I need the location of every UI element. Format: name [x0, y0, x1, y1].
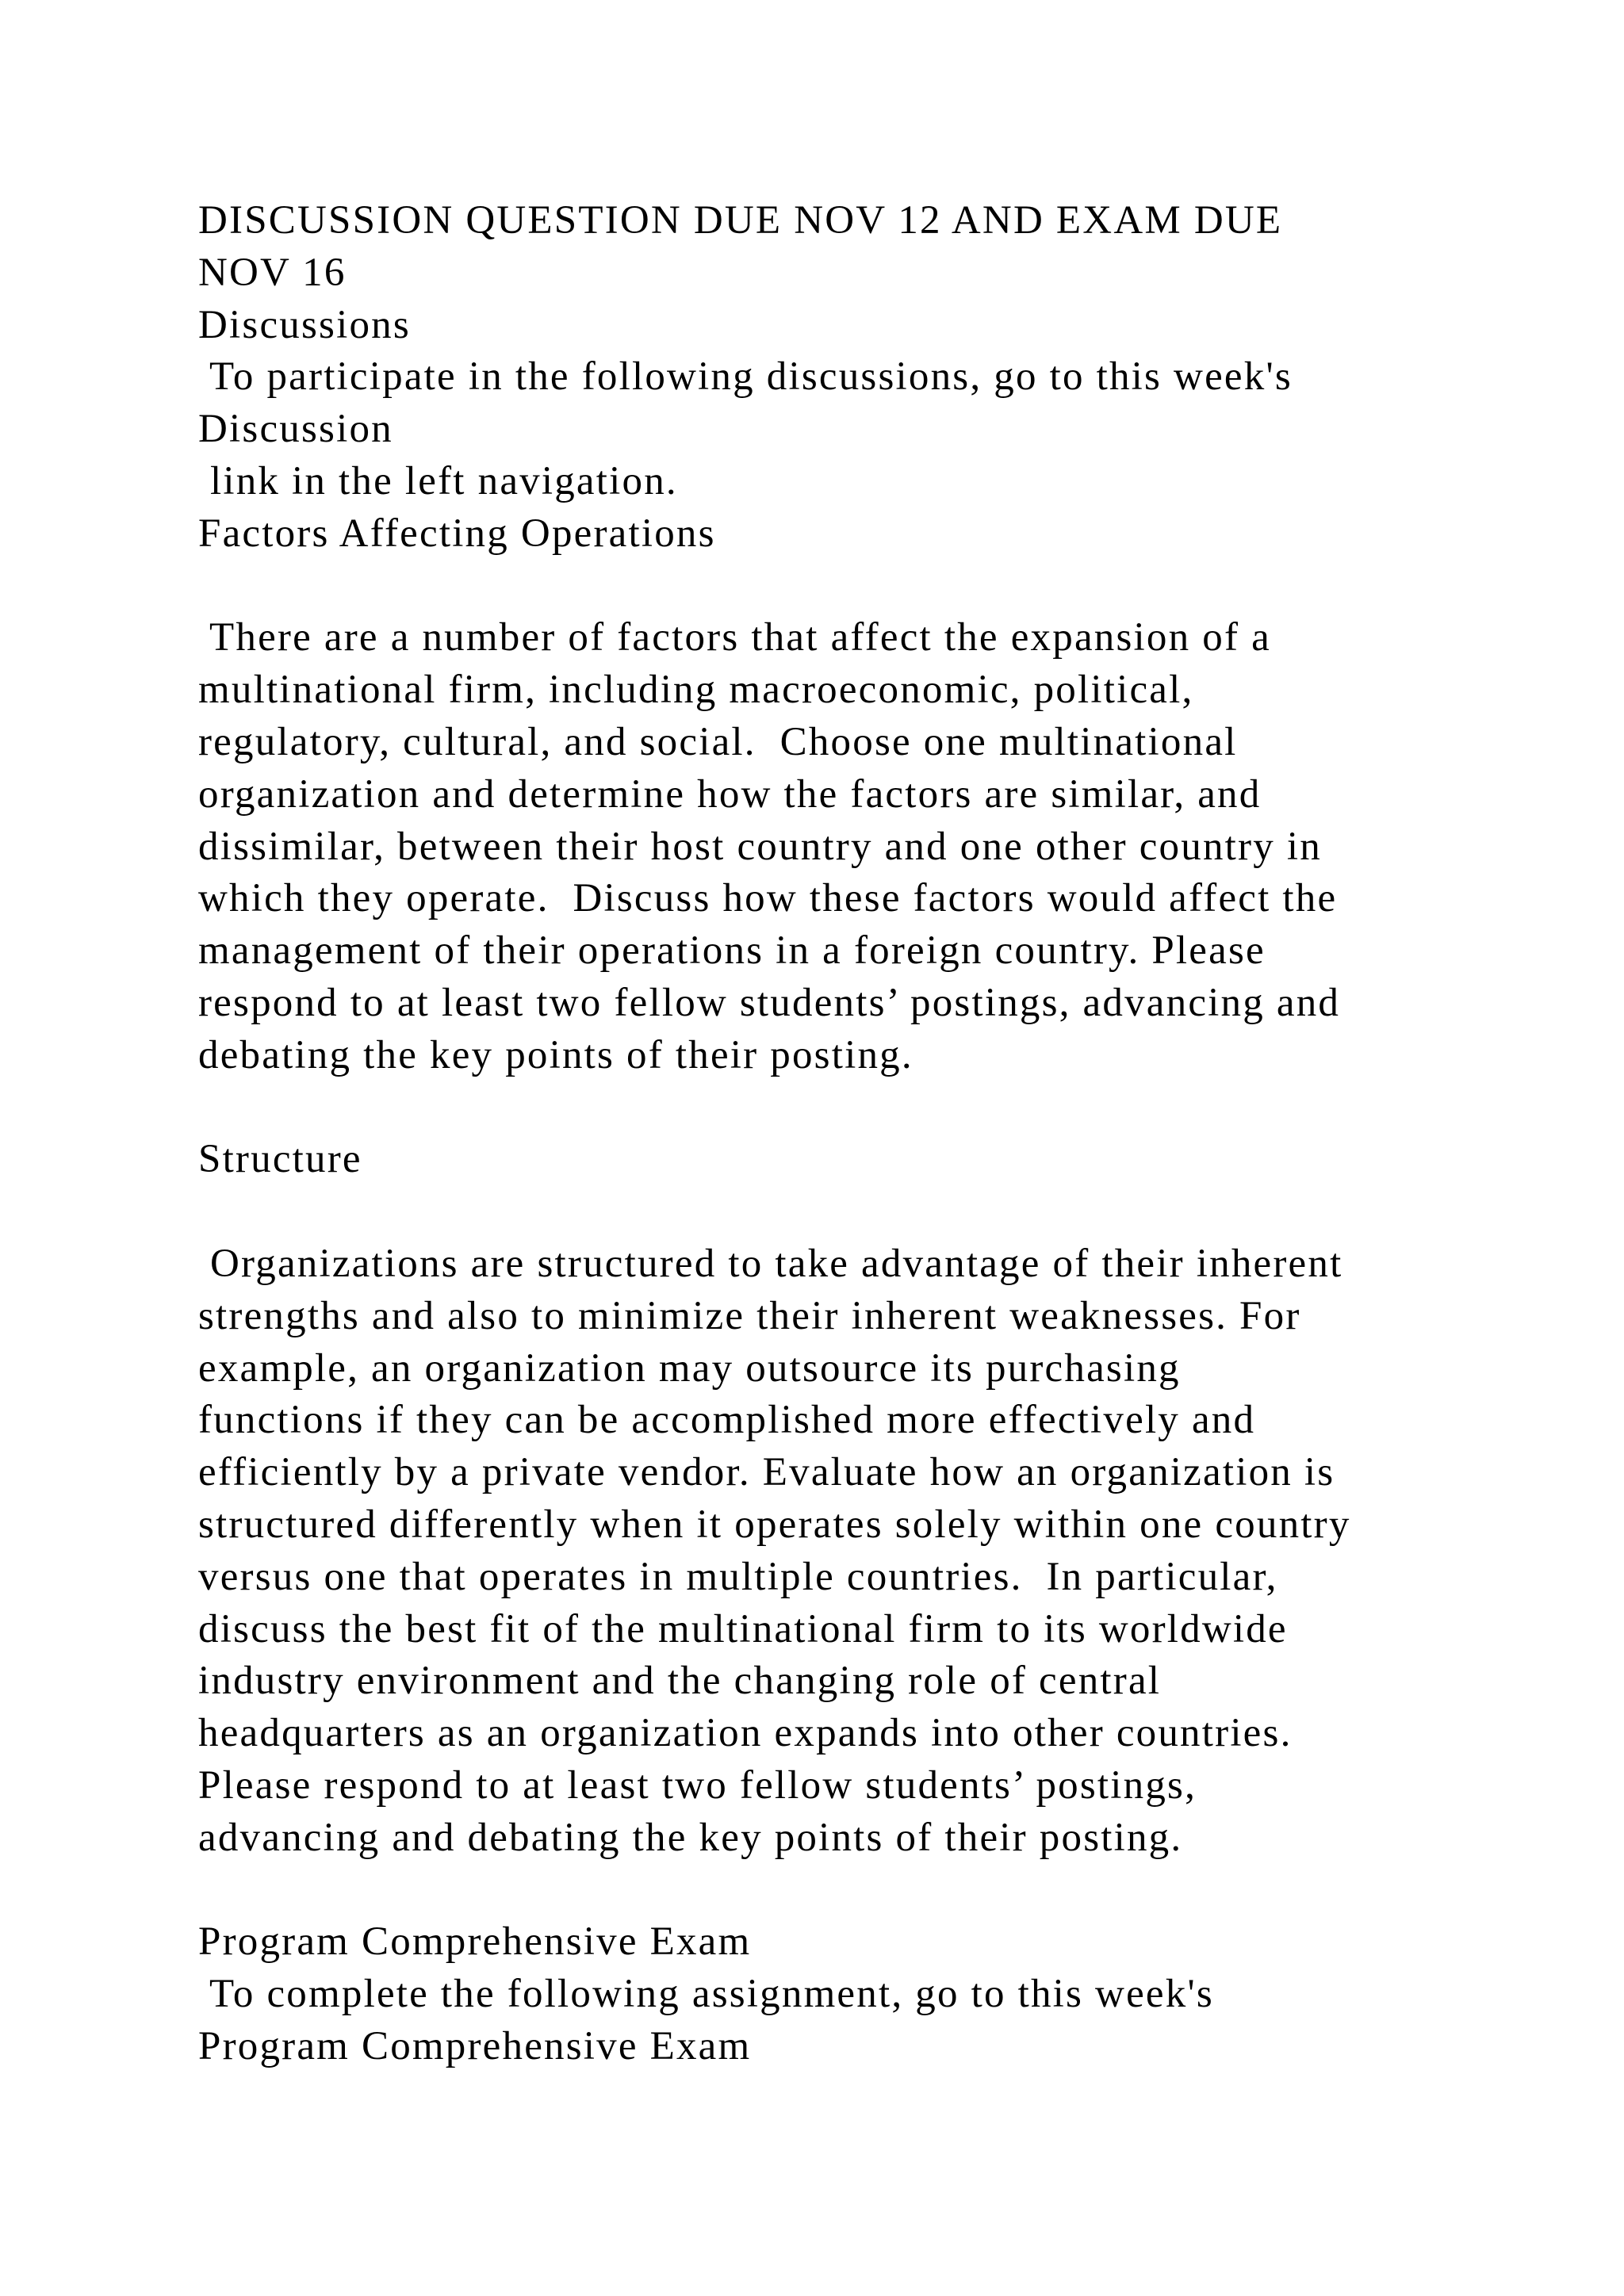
text-line: Program Comprehensive Exam — [198, 2023, 752, 2068]
text-line: structured differently when it operates solely within one country — [198, 1502, 1351, 1547]
text-line: There are a number of factors that affect the expansion of a — [198, 615, 1271, 660]
text-line: management of their operations in a foreign country. Please — [198, 928, 1266, 974]
title-line-1: DISCUSSION QUESTION DUE NOV 12 AND EXAM DUE — [198, 198, 1283, 243]
text-line: debating the key points of their posting. — [198, 1032, 914, 1077]
text-line: To participate in the following discussions, go to this week's — [198, 354, 1293, 400]
text-line: functions if they can be accomplished more effectively and — [198, 1398, 1256, 1443]
document-body — [198, 195, 1546, 2073]
section-heading-exam: Program Comprehensive Exam — [198, 1919, 752, 1965]
blank-line — [198, 1082, 1546, 1135]
text-line: strengths and also to minimize their inherent weaknesses. For — [198, 1293, 1301, 1338]
section-heading-factors: Factors Affecting Operations — [198, 511, 716, 556]
text-line: respond to at least two fellow students’ postings, advancing and — [198, 980, 1341, 1025]
blank-line — [198, 561, 1546, 613]
text-line: efficiently by a private vendor. Evaluate how an organization is — [198, 1450, 1335, 1495]
text-line: advancing and debating the key points of their posting. — [198, 1815, 1183, 1860]
text-line: headquarters as an organization expands into other countries. — [198, 1711, 1293, 1756]
text-line: which they operate. Discuss how these factors would affect the — [198, 876, 1338, 921]
section-heading-discussions: Discussions — [198, 302, 411, 347]
text-line: example, an organization may outsource its purchasing — [198, 1345, 1181, 1391]
blank-line — [198, 1186, 1546, 1238]
text-line: versus one that operates in multiple countries. In particular, — [198, 1554, 1278, 1599]
title-line-2: NOV 16 — [198, 250, 347, 295]
text-line: organization and determine how the factors are similar, and — [198, 771, 1262, 817]
text-line: multinational firm, including macroeconomic, political, — [198, 668, 1194, 713]
text-line: dissimilar, between their host country and one other country in — [198, 824, 1322, 869]
text-line: discuss the best fit of the multinational firm to its worldwide — [198, 1606, 1288, 1651]
blank-line — [198, 1865, 1546, 1917]
text-line: To complete the following assignment, go to this week's — [198, 1972, 1214, 2017]
text-line: regulatory, cultural, and social. Choose one multinational — [198, 719, 1238, 764]
text-line: Discussion — [198, 407, 393, 452]
text-line: Please respond to at least two fellow students’ postings, — [198, 1762, 1197, 1808]
section-heading-structure: Structure — [198, 1137, 362, 1182]
text-line: industry environment and the changing role of central — [198, 1659, 1162, 1704]
text-line: Organizations are structured to take advantage of their inherent — [198, 1241, 1343, 1286]
text-line: link in the left navigation. — [198, 458, 678, 503]
